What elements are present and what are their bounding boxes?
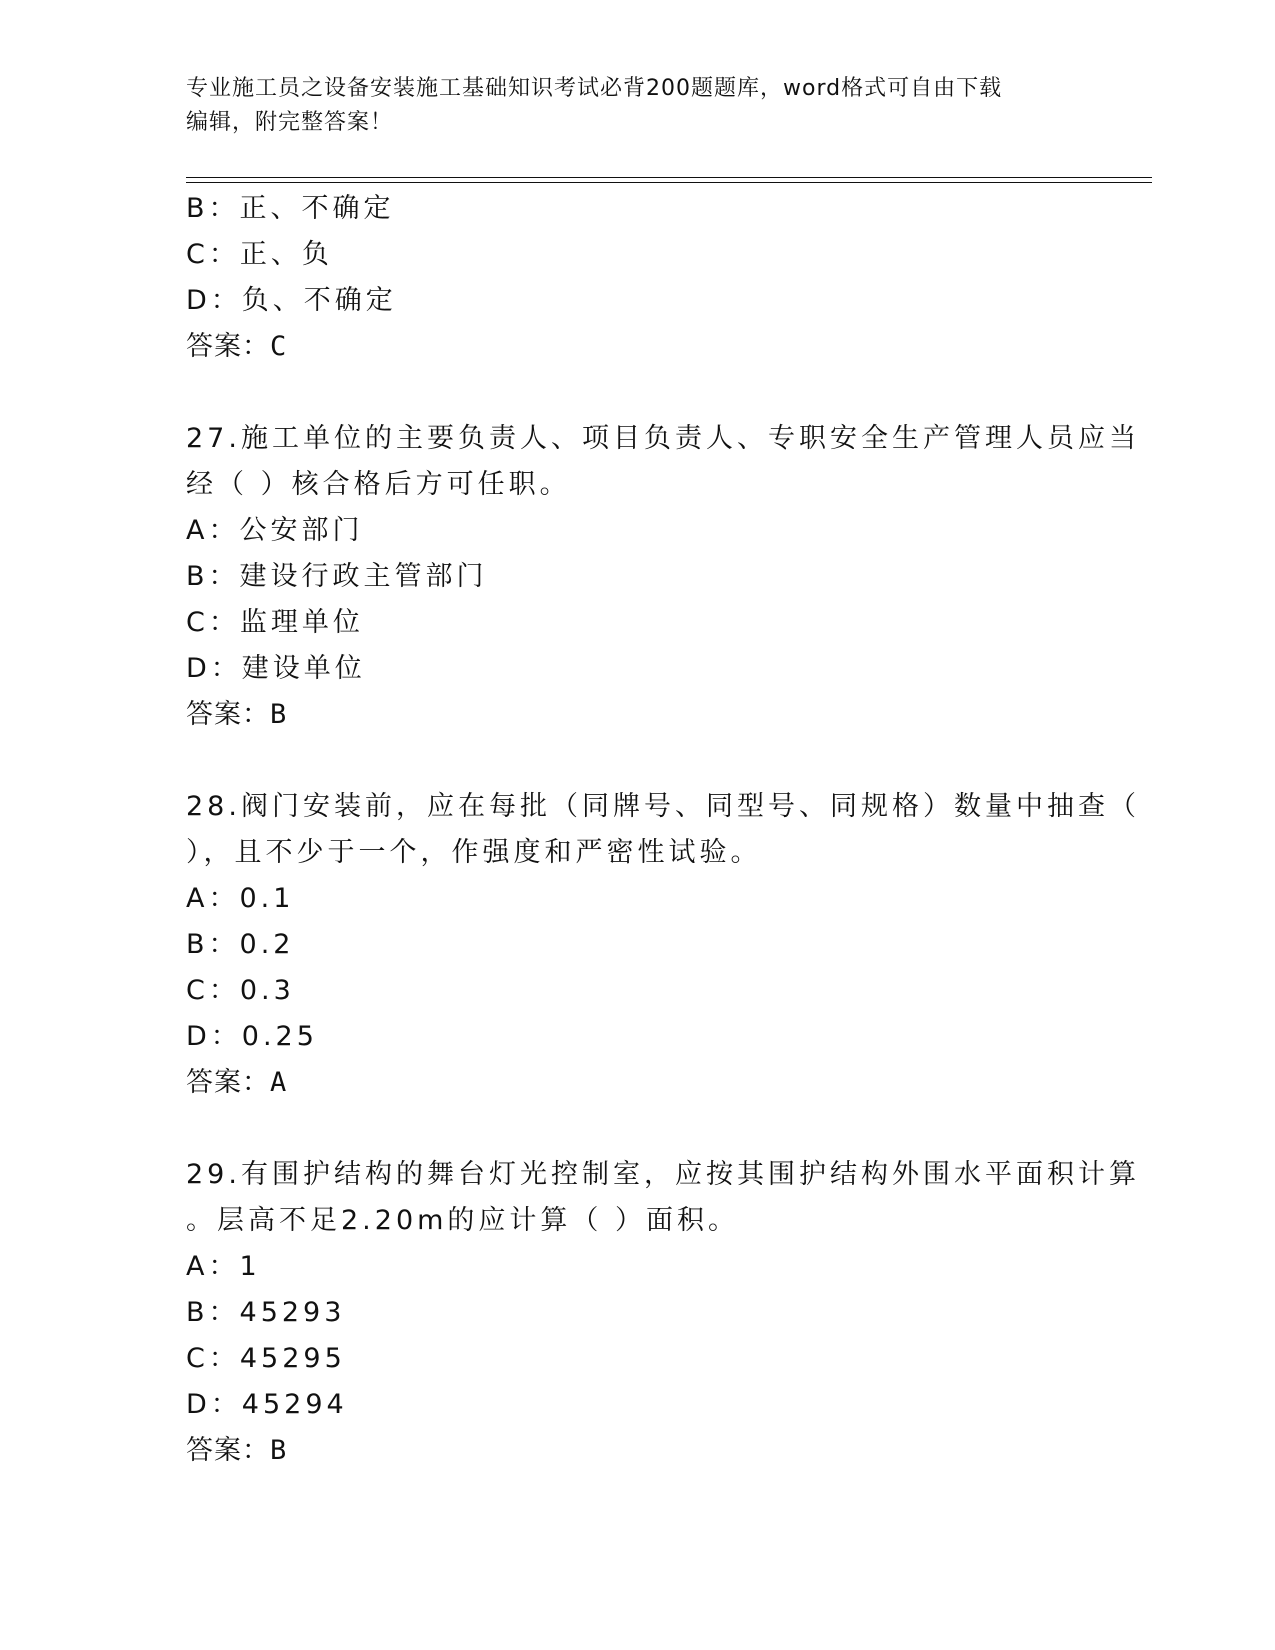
- option-d: D：0.25: [186, 1021, 318, 1052]
- answer-label: 答案：: [186, 1067, 270, 1098]
- answer-line: [186, 324, 1086, 370]
- answer-label: 答案：: [186, 699, 270, 730]
- option-b: B：建设行政主管部门: [186, 561, 488, 592]
- option-a: A：公安部门: [186, 515, 364, 546]
- option-b: B：45293: [186, 1297, 346, 1328]
- option-c: C：正、负: [186, 239, 333, 270]
- header-rule-top: [186, 177, 1152, 178]
- answer-line: [186, 1060, 1086, 1106]
- option-b: B：正、不确定: [186, 193, 395, 224]
- question-stem-line: ），且不少于一个，作强度和严密性试验。: [186, 837, 762, 868]
- option-c: C：45295: [186, 1343, 346, 1374]
- answer-label: 答案：: [186, 1435, 270, 1466]
- option-d: D：负、不确定: [186, 285, 397, 316]
- question-stem-line: 27.施工单位的主要负责人、项目负责人、专职安全生产管理人员应当: [186, 423, 1140, 454]
- document-body: [186, 186, 1140, 1474]
- option-a: A：0.1: [186, 883, 295, 914]
- answer-line: [186, 692, 1086, 738]
- question-stem-line: 29.有围护结构的舞台灯光控制室，应按其围护结构外围水平面积计算: [186, 1159, 1140, 1190]
- option-d: D：建设单位: [186, 653, 366, 684]
- question-stem-line: 。层高不足2.20m的应计算（ ）面积。: [186, 1205, 740, 1236]
- answer-value: B: [270, 1435, 288, 1466]
- option-b: B：0.2: [186, 929, 295, 960]
- question-stem-line: 经（ ）核合格后方可任职。: [186, 469, 571, 500]
- question-29: [186, 1152, 1140, 1474]
- answer-value: C: [270, 331, 288, 362]
- question-27: [186, 416, 1140, 738]
- answer-value: A: [270, 1067, 288, 1098]
- header-rule-bottom: [186, 182, 1152, 183]
- option-a: A：1: [186, 1251, 261, 1282]
- answer-value: B: [270, 699, 288, 730]
- document-header: [186, 72, 1086, 140]
- question-26-continuation: [186, 186, 1086, 370]
- header-line-2: 编辑，附完整答案！: [186, 110, 394, 135]
- question-stem-line: 28.阀门安装前，应在每批（同牌号、同型号、同规格）数量中抽查（: [186, 791, 1140, 822]
- answer-line: [186, 1428, 1086, 1474]
- option-d: D：45294: [186, 1389, 348, 1420]
- option-c: C：0.3: [186, 975, 295, 1006]
- header-line-1: 专业施工员之设备安装施工基础知识考试必背200题题库，word格式可自由下载: [186, 76, 1003, 101]
- question-28: [186, 784, 1140, 1106]
- answer-label: 答案：: [186, 331, 270, 362]
- option-c: C：监理单位: [186, 607, 364, 638]
